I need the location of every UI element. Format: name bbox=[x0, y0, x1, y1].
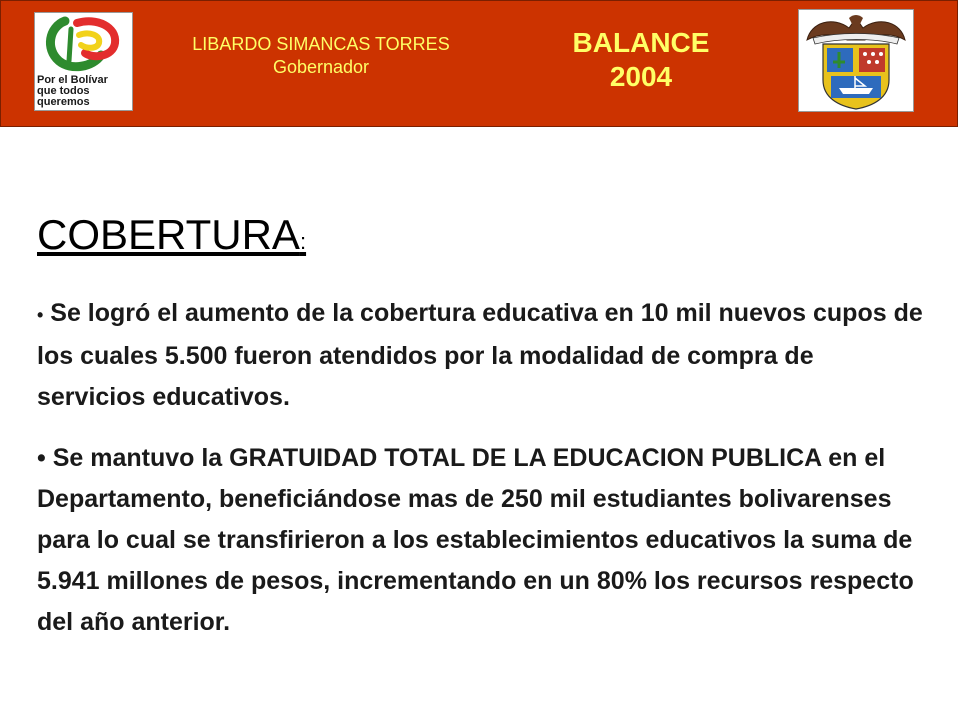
bullet-text: Se logró el aumento de la cobertura educativa en 10 mil nuevos cupos de los cuales 5.500 fueron atendidos por la modalidad de compra de servicios educativos. bbox=[37, 299, 923, 411]
bullet-text: Se mantuvo la GRATUIDAD TOTAL DE LA EDUCACION PUBLICA en el Departamento, beneficiándose mas de 250 mil estudiantes bolivarenses para lo cual se transfirieron a los establecimientos educativos la suma de 5.941 millones de pesos, incrementando en un 80% los recursos respecto del año anterior. bbox=[37, 444, 914, 636]
header-bar bbox=[0, 0, 958, 127]
campaign-logo bbox=[34, 12, 133, 111]
governor-title: Gobernador bbox=[272, 57, 370, 77]
balance-year: 2004 bbox=[609, 61, 673, 92]
governor-name: LIBARDO SIMANCAS TORRES bbox=[192, 34, 450, 54]
balance-label: BALANCE bbox=[572, 27, 710, 58]
campaign-logo-graphic bbox=[35, 13, 133, 75]
bullet-dot: • bbox=[37, 305, 44, 325]
slide-content bbox=[37, 210, 927, 643]
section-title-text: COBERTURA bbox=[37, 211, 300, 258]
section-title bbox=[37, 210, 927, 267]
coat-of-arms-icon bbox=[799, 10, 913, 111]
balance-block bbox=[541, 26, 741, 94]
governor-block bbox=[151, 33, 491, 79]
bullet-item bbox=[37, 293, 927, 418]
campaign-logo-text: Por el Bolívar que todos queremos bbox=[37, 74, 108, 108]
bullet-item bbox=[37, 438, 927, 643]
department-crest bbox=[798, 9, 914, 112]
section-title-colon: : bbox=[299, 229, 307, 254]
bullet-dot: • bbox=[37, 444, 46, 472]
